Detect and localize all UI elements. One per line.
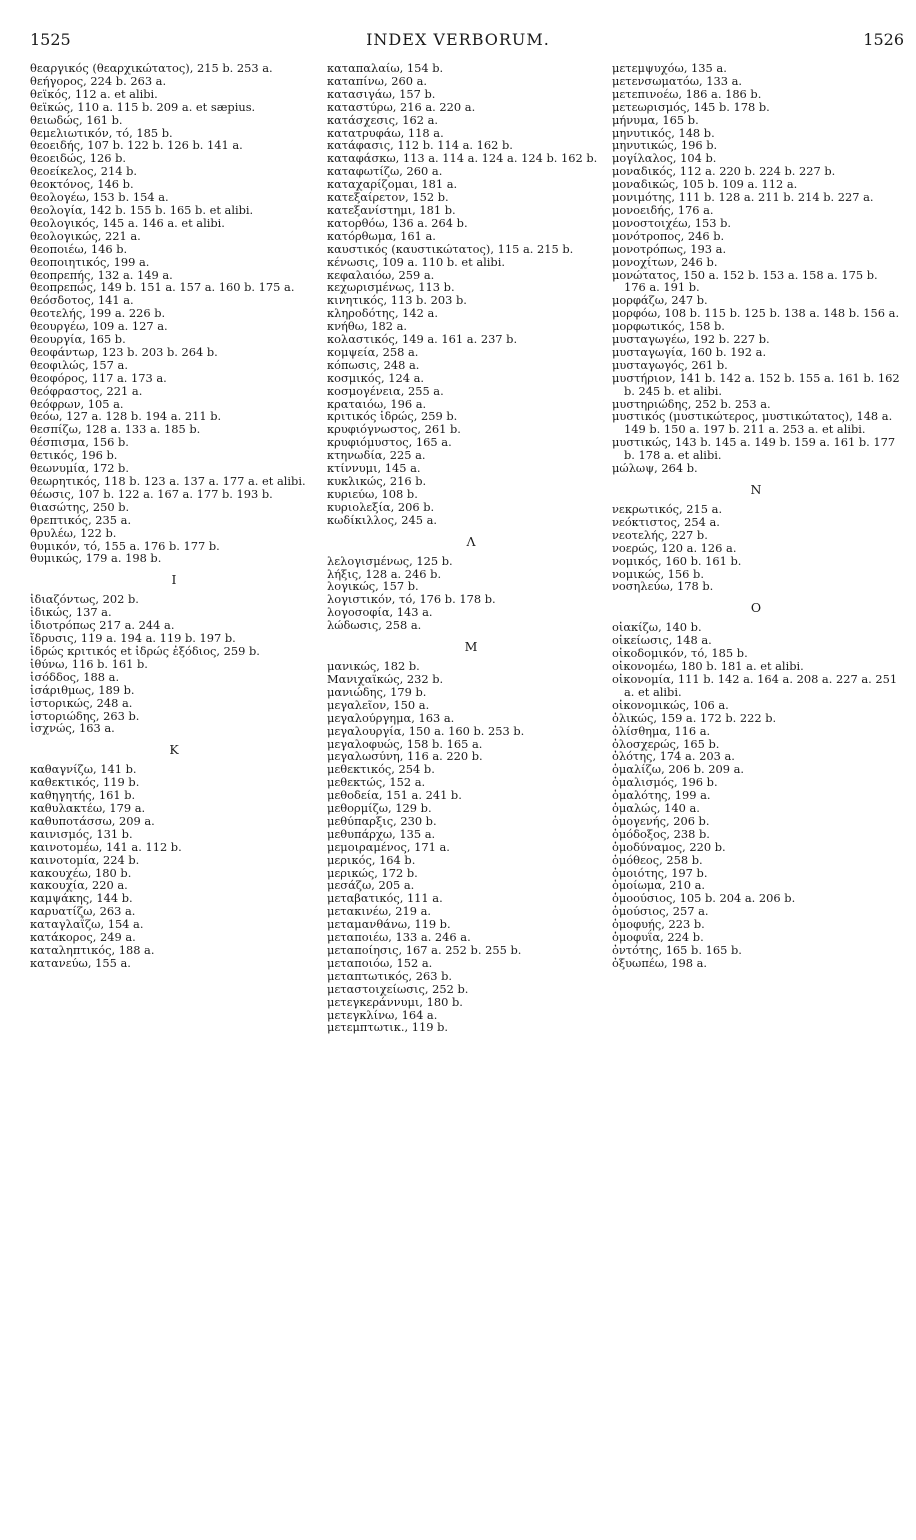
index-entry: μεγαλωσύνη, 116 a. 220 b. bbox=[327, 749, 483, 764]
index-entry: κοσμικός, 124 a. bbox=[327, 370, 424, 385]
index-entry: ὁμογενής, 206 b. bbox=[612, 813, 710, 828]
index-entry: θεοειδώς, 126 b. bbox=[30, 151, 127, 166]
index-entry: νομικώς, 156 b. bbox=[612, 566, 704, 581]
index-entry: ἰδικώς, 137 a. bbox=[30, 605, 112, 620]
index-entry: λώδωσις, 258 a. bbox=[327, 618, 422, 633]
index-entry: μεθοδεία, 151 a. 241 b. bbox=[327, 788, 462, 803]
index-column-2 bbox=[327, 62, 615, 1034]
index-entry: μετεγκλίνω, 164 a. bbox=[327, 1007, 438, 1022]
index-entry: νοσηλεύω, 178 b. bbox=[612, 579, 714, 594]
index-entry: καμψάκης, 144 b. bbox=[30, 891, 133, 906]
index-entry: ὁμόθεος, 258 b. bbox=[612, 852, 703, 867]
index-column-1 bbox=[30, 62, 318, 970]
index-entry: θυμικώς, 179 a. 198 b. bbox=[30, 551, 162, 566]
index-entry: νοερώς, 120 a. 126 a. bbox=[612, 540, 737, 555]
index-entry: θεοπρεπής, 132 a. 149 a. bbox=[30, 267, 173, 282]
index-entry: κτίννυμι, 145 a. bbox=[327, 461, 421, 476]
index-entry: ἱστοριώδης, 263 b. bbox=[30, 708, 140, 723]
index-entry: ὀλότης, 174 a. 203 a. bbox=[612, 749, 735, 764]
index-entry: κατόρθωμα, 161 a. bbox=[327, 228, 436, 243]
index-entry: μεταποιόω, 152 a. bbox=[327, 955, 433, 970]
index-entry: ἱδρώς κριτικός et ἱδρώς ἐξόδιος, 259 b. bbox=[30, 643, 260, 658]
index-entry: θεόσδοτος, 141 a. bbox=[30, 293, 134, 308]
page-number-right: 1526 bbox=[863, 30, 904, 49]
index-entry: θιασώτης, 250 b. bbox=[30, 499, 130, 514]
index-entry: κατάφασις, 112 b. 114 a. 162 b. bbox=[327, 138, 513, 153]
index-column-3 bbox=[612, 62, 900, 970]
index-entry: καθυλακτέω, 179 a. bbox=[30, 801, 146, 816]
index-entry: ὀλοσχερώς, 165 b. bbox=[612, 736, 720, 751]
index-entry: κατανεύω, 155 a. bbox=[30, 955, 131, 970]
index-entry: νεκρωτικός, 215 a. bbox=[612, 502, 723, 516]
index-entry: μεγαλεῖον, 150 a. bbox=[327, 697, 430, 712]
index-entry: ὀλίσθημα, 116 a. bbox=[612, 723, 711, 738]
index-entry: καθυποτάσσω, 209 a. bbox=[30, 813, 155, 828]
index-entry: κωδίκιλλος, 245 a. bbox=[327, 512, 438, 527]
index-entry: μεταποιέω, 133 a. 246 a. bbox=[327, 930, 471, 945]
index-entry: μετεγκεράννυμι, 180 b. bbox=[327, 994, 463, 1009]
section-letter: O bbox=[750, 600, 762, 616]
index-entry: καινοτομέω, 141 a. 112 b. bbox=[30, 839, 182, 854]
index-entry: μεθύπαρξις, 230 b. bbox=[327, 813, 437, 828]
index-entry: θεμελιωτικόν, τό, 185 b. bbox=[30, 125, 173, 140]
index-entry: μήνυμα, 165 b. bbox=[612, 112, 699, 127]
index-entry: θεολογικώς, 221 a. bbox=[30, 228, 141, 243]
index-entry: καταγλαΐζω, 154 a. bbox=[30, 917, 144, 932]
section-letter: M bbox=[464, 639, 478, 655]
index-entry: κρυφιόμυστος, 165 a. bbox=[327, 435, 452, 450]
index-entry: ὁμοφυής, 223 b. bbox=[612, 917, 705, 932]
index-entry: κοσμογένεια, 255 a. bbox=[327, 383, 444, 398]
index-entry: μεταβατικός, 111 a. bbox=[327, 891, 443, 906]
index-entry: οἰκοδομικόν, τό, 185 b. bbox=[612, 646, 748, 661]
index-entry: κινητικός, 113 b. 203 b. bbox=[327, 293, 467, 308]
index-entry: μορφωτικός, 158 b. bbox=[612, 319, 725, 334]
index-entry: κριτικός ἱδρώς, 259 b. bbox=[327, 409, 458, 424]
index-entry: μορφόω, 108 b. 115 b. 125 b. 138 a. 148 b. 156 a. bbox=[612, 306, 900, 321]
index-entry: θεολογικός, 145 a. 146 a. et alibi. bbox=[30, 215, 225, 230]
index-entry: θεοπρεπώς, 149 b. 151 a. 157 a. 160 b. 175 a. bbox=[30, 280, 295, 295]
index-entry: καταστύρω, 216 a. 220 a. bbox=[327, 99, 476, 114]
index-entry: θετικός, 196 b. bbox=[30, 448, 118, 463]
index-entry: θεοφιλώς, 157 a. bbox=[30, 357, 128, 372]
index-entry: θεοφόρος, 117 a. 173 a. bbox=[30, 370, 167, 385]
index-entry: ἰδιαζόντως, 202 b. bbox=[30, 592, 139, 607]
index-entry: ὁμοδύναμος, 220 b. bbox=[612, 839, 726, 854]
index-entry: ὁμοίωμα, 210 a. bbox=[612, 878, 705, 893]
index-entry: οἰκονομικώς, 106 a. bbox=[612, 697, 729, 712]
index-entry: θεοειδής, 107 b. 122 b. 126 b. 141 a. bbox=[30, 138, 243, 153]
index-entry: μανιώδης, 179 b. bbox=[327, 684, 427, 699]
index-entry: λογοσοφία, 143 a. bbox=[327, 605, 433, 620]
index-entry: μονότροπος, 246 b. bbox=[612, 228, 725, 243]
section-letter: I bbox=[171, 572, 177, 588]
index-entry: μεταπτωτικός, 263 b. bbox=[327, 968, 453, 983]
index-entry: καθηγητής, 161 b. bbox=[30, 788, 136, 803]
index-entry: θέωσις, 107 b. 122 a. 167 a. 177 b. 193 b. bbox=[30, 486, 273, 501]
index-entry: κυριολεξία, 206 b. bbox=[327, 499, 435, 514]
index-entry: καταφωτίζω, 260 a. bbox=[327, 164, 443, 179]
section-letter: N bbox=[750, 482, 762, 497]
index-entry: θεοποιέω, 146 b. bbox=[30, 241, 128, 256]
index-entry: οἰακίζω, 140 b. bbox=[612, 620, 702, 635]
index-entry: μυστηριώδης, 252 b. 253 a. bbox=[612, 396, 771, 411]
index-entry: οἰκείωσις, 148 a. bbox=[612, 633, 712, 648]
index-entry: καταχαρίζομαι, 181 a. bbox=[327, 177, 458, 192]
index-entry: ἰδιοτρόπως 217 a. 244 a. bbox=[30, 618, 175, 633]
index-entry: μεθορμίζω, 129 b. bbox=[327, 801, 432, 816]
index-entry: μεταστοιχείωσις, 252 b. bbox=[327, 981, 469, 996]
index-entry: καταπίνω, 260 a. bbox=[327, 73, 427, 88]
index-entry: θεσπίζω, 128 a. 133 a. 185 b. bbox=[30, 422, 201, 437]
index-entry: μεταποίησις, 167 a. 252 b. 255 b. bbox=[327, 943, 522, 957]
index-entry: θειωδώς, 161 b. bbox=[30, 112, 123, 127]
section-letter: Λ bbox=[466, 533, 476, 549]
page-number-left: 1525 bbox=[30, 30, 71, 49]
index-entry: ὁμοφυΐα, 224 b. bbox=[612, 930, 704, 945]
index-entry: μηνυτικός, 148 b. bbox=[612, 125, 715, 140]
index-entry: θεοφάντωρ, 123 b. 203 b. 264 b. bbox=[30, 344, 218, 359]
index-entry: θεοκτόνος, 146 b. bbox=[30, 177, 134, 192]
index-entry: λήξις, 128 a. 246 b. bbox=[327, 566, 442, 581]
index-entry: κατατρυφάω, 118 a. bbox=[327, 125, 444, 140]
index-entry: μονοχίτων, 246 b. bbox=[612, 254, 718, 269]
index-entry: κυριεύω, 108 b. bbox=[327, 486, 418, 501]
index-entry: μετεωρισμός, 145 b. 178 b. bbox=[612, 99, 770, 114]
index-entry: θεολογία, 142 b. 155 b. 165 b. et alibi. bbox=[30, 202, 254, 217]
index-entry: μυσταγωγός, 261 b. bbox=[612, 357, 728, 372]
index-entry: ἰσόδδος, 188 a. bbox=[30, 669, 120, 684]
index-entry: κένωσις, 109 a. 110 b. et alibi. bbox=[327, 254, 505, 269]
index-entry: ὁμόδοξος, 238 b. bbox=[612, 826, 710, 841]
index-entry: θεαργικός (θεαρχικώτατος), 215 b. 253 a. bbox=[30, 61, 273, 75]
index-entry: κραταιόω, 196 a. bbox=[327, 396, 427, 411]
index-entry: μεταμανθάνω, 119 b. bbox=[327, 917, 451, 932]
index-entry: καταπαλαίω, 154 b. bbox=[327, 61, 444, 75]
index-entry: μοναδικώς, 105 b. 109 a. 112 a. bbox=[612, 177, 798, 192]
index-entry: θεουργία, 165 b. bbox=[30, 332, 126, 347]
index-entry: θρεπτικός, 235 a. bbox=[30, 512, 132, 527]
index-entry: κομψεία, 258 a. bbox=[327, 344, 419, 359]
index-entry: μεθυπάρχω, 135 a. bbox=[327, 826, 436, 841]
index-entry: θεϊκώς, 110 a. 115 b. 209 a. et sæpius. bbox=[30, 99, 256, 114]
index-entry: θεολογέω, 153 b. 154 a. bbox=[30, 190, 169, 205]
index-entry: ἰθύνω, 116 b. 161 b. bbox=[30, 656, 148, 671]
index-entry: ὁμαλώς, 140 a. bbox=[612, 801, 700, 816]
index-entry: θεϊκός, 112 a. et alibi. bbox=[30, 86, 158, 101]
index-entry: μεθεκτώς, 152 a. bbox=[327, 775, 426, 790]
index-entry: κατεξαίρετον, 152 b. bbox=[327, 190, 449, 205]
index-entry: νομικός, 160 b. 161 b. bbox=[612, 553, 742, 568]
index-entry: κατασιγάω, 157 b. bbox=[327, 86, 436, 101]
index-entry: νεοτελής, 227 b. bbox=[612, 527, 708, 542]
index-entry: μορφάζω, 247 b. bbox=[612, 293, 708, 308]
index-entry: μεγαλούργημα, 163 a. bbox=[327, 710, 455, 725]
index-entry: κυκλικώς, 216 b. bbox=[327, 474, 427, 488]
index-entry: μυσταγωγία, 160 b. 192 a. bbox=[612, 344, 767, 359]
index-entry: μονοειδής, 176 a. bbox=[612, 202, 714, 217]
index-entry: μεθεκτικός, 254 b. bbox=[327, 762, 435, 777]
index-entry: ὁμοούσιος, 105 b. 204 a. 206 b. bbox=[612, 891, 796, 906]
index-entry: θεόω, 127 a. 128 b. 194 a. 211 b. bbox=[30, 409, 222, 424]
index-entry: κρυφιόγνωστος, 261 b. bbox=[327, 422, 461, 437]
index-entry: μετενσωματόω, 133 a. bbox=[612, 73, 743, 88]
index-entry: οἰκονομία, 111 b. 142 a. 164 a. 208 a. 227 a. 251 a. et alibi. bbox=[612, 671, 898, 699]
index-entry: κτηνωδία, 225 a. bbox=[327, 448, 426, 463]
index-entry: κακουχέω, 180 b. bbox=[30, 865, 132, 880]
index-entry: κατορθόω, 136 a. 264 b. bbox=[327, 215, 468, 230]
index-entry: μυστικώς, 143 b. 145 a. 149 b. 159 a. 161 b. 177 b. 178 a. et alibi. bbox=[612, 435, 896, 463]
index-entry: ὁμοιότης, 197 b. bbox=[612, 865, 708, 880]
page-title: INDEX VERBORUM. bbox=[366, 30, 550, 49]
index-entry: μετεμπτωτικ., 119 b. bbox=[327, 1020, 449, 1035]
index-entry: κακουχία, 220 a. bbox=[30, 878, 128, 893]
index-entry: θεουργέω, 109 a. 127 a. bbox=[30, 319, 168, 334]
index-entry: μεμοιραμένος, 171 a. bbox=[327, 839, 450, 854]
index-entry: κληροδότης, 142 a. bbox=[327, 306, 438, 321]
index-entry: νεόκτιστος, 254 a. bbox=[612, 514, 720, 529]
index-entry: καθαγνίζω, 141 b. bbox=[30, 762, 137, 777]
index-entry: καινοτομία, 224 b. bbox=[30, 852, 140, 867]
index-entry: θεωρητικός, 118 b. 123 a. 137 a. 177 a. et alibi. bbox=[30, 474, 306, 488]
index-entry: λελογισμένως, 125 b. bbox=[327, 553, 453, 568]
page-header bbox=[0, 30, 916, 58]
index-entry: ἱστορικώς, 248 a. bbox=[30, 695, 133, 710]
index-entry: μονοτρόπως, 193 a. bbox=[612, 241, 727, 256]
index-entry: θεήγορος, 224 b. 263 a. bbox=[30, 73, 167, 88]
index-entry: ἰσχνώς, 163 a. bbox=[30, 721, 115, 736]
index-entry: μερικώς, 172 b. bbox=[327, 865, 418, 880]
index-entry: καινισμός, 131 b. bbox=[30, 826, 133, 841]
index-entry: κόπωσις, 248 a. bbox=[327, 357, 420, 372]
index-entry: κατάσχεσις, 162 a. bbox=[327, 112, 439, 127]
index-entry: θεωνυμία, 172 b. bbox=[30, 461, 129, 476]
index-entry: ὀλικώς, 159 a. 172 b. 222 b. bbox=[612, 710, 777, 725]
index-entry: μογίλαλος, 104 b. bbox=[612, 151, 717, 166]
index-entry: θυμικόν, τό, 155 a. 176 b. 177 b. bbox=[30, 538, 220, 553]
index-entry: καταφάσκω, 113 a. 114 a. 124 a. 124 b. 162 b. bbox=[327, 151, 598, 166]
index-entry: μετεπινοέω, 186 a. 186 b. bbox=[612, 86, 762, 101]
index-entry: κεφαλαιόω, 259 a. bbox=[327, 267, 435, 282]
index-entry: καταληπτικός, 188 a. bbox=[30, 943, 155, 957]
index-entry: μονιμότης, 111 b. 128 a. 211 b. 214 b. 227 a. bbox=[612, 190, 874, 205]
index-entry: κνήθω, 182 a. bbox=[327, 319, 408, 334]
index-entry: θεοτελής, 199 a. 226 b. bbox=[30, 306, 166, 321]
index-entry: μοναδικός, 112 a. 220 b. 224 b. 227 b. bbox=[612, 164, 836, 179]
index-entry: μεγαλοφυώς, 158 b. 165 a. bbox=[327, 736, 483, 751]
index-entry: θεόφρων, 105 a. bbox=[30, 396, 124, 411]
index-entry: ὁμαλίζω, 206 b. 209 a. bbox=[612, 762, 745, 777]
index-entry: κεχωρισμένως, 113 b. bbox=[327, 280, 455, 295]
index-entry: μεγαλουργία, 150 a. 160 b. 253 b. bbox=[327, 723, 525, 738]
index-entry: θρυλέω, 122 b. bbox=[30, 525, 117, 540]
index-entry: κατεξανίστημι, 181 b. bbox=[327, 202, 456, 217]
index-entry: μώλωψ, 264 b. bbox=[612, 461, 698, 476]
index-entry: καρυατίζω, 263 a. bbox=[30, 904, 136, 919]
index-entry: λογιστικόν, τό, 176 b. 178 b. bbox=[327, 592, 496, 607]
index-entry: μηνυτικώς, 196 b. bbox=[612, 138, 718, 153]
index-entry: ὁμαλισμός, 196 b. bbox=[612, 775, 718, 790]
index-entry: μυστήριον, 141 b. 142 a. 152 b. 155 a. 161 b. 162 b. 245 b. et alibi. bbox=[612, 370, 900, 398]
index-entry: ὁμαλότης, 199 a. bbox=[612, 788, 711, 803]
index-entry: μετακινέω, 219 a. bbox=[327, 904, 432, 919]
index-entry: μονοστοιχέω, 153 b. bbox=[612, 215, 732, 230]
index-entry: ὀξυωπέω, 198 a. bbox=[612, 955, 708, 970]
index-entry: καθεκτικός, 119 b. bbox=[30, 775, 140, 790]
index-entry: κολαστικός, 149 a. 161 a. 237 b. bbox=[327, 332, 518, 347]
index-entry: μανικώς, 182 b. bbox=[327, 659, 420, 674]
index-entry: κατάκορος, 249 a. bbox=[30, 930, 136, 945]
index-entry: ἰσάριθμως, 189 b. bbox=[30, 682, 135, 697]
index-entry: θεόφραστος, 221 a. bbox=[30, 383, 143, 398]
index-entry: ὀντότης, 165 b. 165 b. bbox=[612, 943, 742, 957]
index-entry: ἴδρυσις, 119 a. 194 a. 119 b. 197 b. bbox=[30, 631, 236, 646]
index-entry: μυστικός (μυστικώτερος, μυστικώτατος), 148 a. 149 b. 150 a. 197 b. 211 a. 253 a. et alibi. bbox=[612, 409, 893, 437]
index-entry: μεσάζω, 205 a. bbox=[327, 878, 415, 893]
index-entry: οἰκονομέω, 180 b. 181 a. et alibi. bbox=[612, 659, 804, 674]
index-entry: μερικός, 164 b. bbox=[327, 852, 416, 867]
index-entry: Μανιχαϊκώς, 232 b. bbox=[327, 671, 444, 686]
index-entry: μονώτατος, 150 a. 152 b. 153 a. 158 a. 175 b. 176 a. 191 b. bbox=[612, 267, 878, 295]
index-entry: θέσπισμα, 156 b. bbox=[30, 435, 129, 450]
index-entry: θεοείκελος, 214 b. bbox=[30, 164, 137, 179]
index-entry: μετεμψυχόω, 135 a. bbox=[612, 61, 727, 75]
index-entry: καυστικός (καυστικώτατος), 115 a. 215 b. bbox=[327, 241, 574, 256]
section-letter: K bbox=[169, 742, 179, 758]
index-entry: θεοποιητικός, 199 a. bbox=[30, 254, 150, 269]
index-entry: λογικώς, 157 b. bbox=[327, 579, 419, 594]
index-entry: ὁμούσιος, 257 a. bbox=[612, 904, 709, 919]
index-entry: μυσταγωγέω, 192 b. 227 b. bbox=[612, 332, 770, 347]
